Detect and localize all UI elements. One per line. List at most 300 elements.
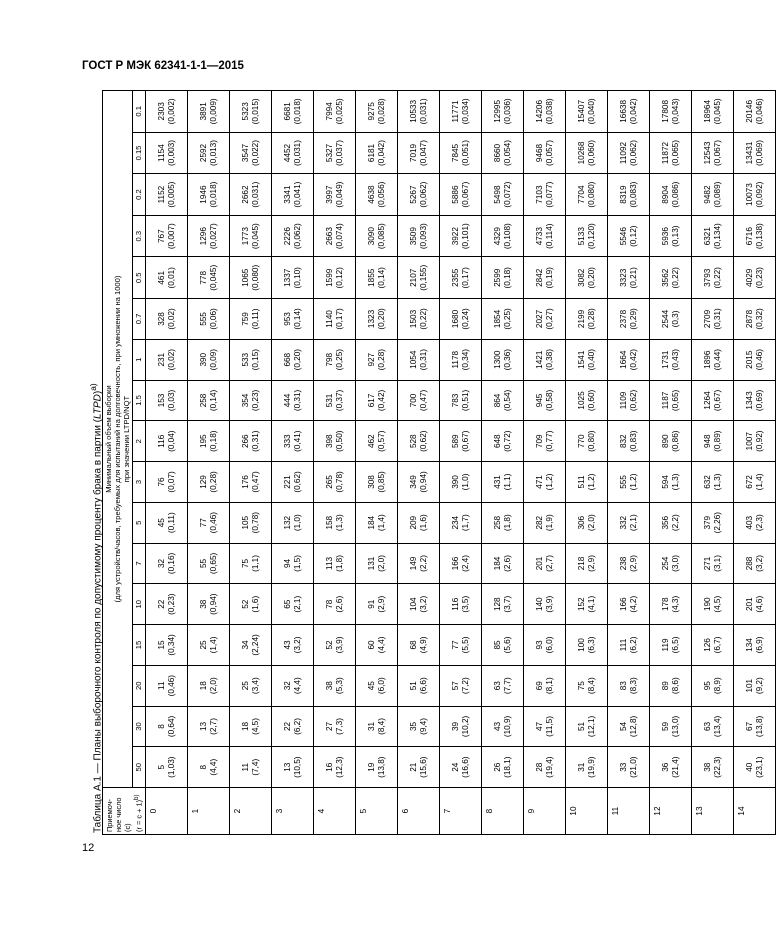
failure-rate-value: (0,086) — [670, 181, 680, 208]
sample-size-value: 10533 — [408, 99, 418, 123]
failure-rate-value: (4,3) — [670, 595, 680, 613]
sample-size-value: 93 — [534, 640, 544, 650]
failure-rate-value: (3,2) — [754, 555, 764, 572]
sample-size-cell — [482, 380, 524, 421]
failure-rate-value: (0,62) — [292, 471, 302, 493]
sample-size-value: 12995 — [492, 99, 502, 123]
caption-prefix: Таблица А.1 — Планы выборочного контроля по допустимому проценту брака в партии ( — [92, 418, 104, 833]
sample-size-cell — [146, 174, 188, 216]
sample-size-value: 462 — [366, 434, 376, 449]
sample-size-cell — [440, 421, 482, 462]
failure-rate-value: (19,4) — [544, 756, 554, 778]
sample-size-value: 531 — [324, 393, 334, 408]
sample-size-value: 1187 — [660, 391, 670, 410]
sample-size-value: 668 — [282, 352, 292, 367]
table-row — [356, 91, 398, 835]
failure-rate-value: (6,9) — [754, 636, 764, 654]
failure-rate-value: (0,045) — [208, 264, 218, 291]
sample-size-value: 51 — [408, 681, 418, 691]
sample-size-cell — [398, 215, 440, 257]
acceptance-number-cell: 2 — [230, 788, 272, 835]
sample-size-cell — [272, 665, 314, 706]
document-header: ГОСТ Р МЭК 62341-1-1—2015 — [82, 60, 244, 72]
table-row — [692, 91, 734, 835]
failure-rate-value: (1,9) — [544, 514, 554, 532]
failure-rate-value: (1,3) — [334, 514, 344, 532]
sample-size-cell — [482, 584, 524, 625]
sample-size-value: 238 — [618, 556, 628, 571]
sample-size-cell — [230, 584, 272, 625]
sample-size-value: 32 — [282, 681, 292, 691]
sample-size-cell — [482, 665, 524, 706]
sample-size-cell — [566, 215, 608, 257]
sample-size-value: 111 — [618, 638, 628, 652]
sample-size-cell — [230, 706, 272, 747]
sample-size-cell — [188, 665, 230, 706]
sample-size-cell — [314, 421, 356, 462]
sample-size-value: 1599 — [324, 268, 334, 287]
sample-size-value: 21 — [408, 762, 418, 772]
sample-size-cell — [440, 174, 482, 216]
failure-rate-value: (0,062) — [628, 140, 638, 166]
failure-rate-value: (0,056) — [376, 181, 386, 208]
sample-size-value: 2027 — [534, 309, 544, 329]
failure-rate-value: (0,57) — [376, 430, 386, 452]
sample-size-value: 190 — [702, 597, 712, 612]
sample-size-value: 555 — [198, 312, 208, 326]
min-sample-header: Минимальный объем выборки (для устройств/часов, требуемых для испытаний на долговечность, при умножении на 1000) при значении LTPD/NQT — [103, 91, 133, 788]
sample-size-value: 3323 — [618, 268, 628, 287]
sample-size-cell — [398, 462, 440, 503]
sample-size-cell — [650, 706, 692, 747]
sample-size-cell — [650, 174, 692, 216]
sample-size-cell — [188, 299, 230, 340]
sample-size-value: 2599 — [492, 268, 502, 287]
failure-rate-value: (13,8) — [754, 715, 764, 738]
sample-size-cell — [314, 706, 356, 747]
sample-size-cell — [566, 132, 608, 174]
sample-size-cell — [608, 299, 650, 340]
sample-size-cell — [440, 257, 482, 299]
sample-size-cell — [734, 543, 776, 584]
sample-size-value: 1680 — [450, 309, 460, 329]
sample-size-value: 1296 — [198, 227, 208, 246]
failure-rate-value: (0,06) — [208, 308, 218, 330]
sample-size-cell — [398, 625, 440, 666]
failure-rate-value: (0,040) — [586, 98, 596, 125]
sample-size-value: 184 — [492, 556, 502, 571]
failure-rate-value: (0,16) — [166, 552, 176, 575]
sample-size-cell — [608, 380, 650, 421]
failure-rate-value: (2,7) — [544, 555, 554, 572]
sample-size-value: 67 — [744, 721, 754, 732]
sample-size-value: 11092 — [618, 141, 628, 165]
failure-rate-value: (9,4) — [418, 718, 428, 735]
failure-rate-value: (0,18) — [502, 267, 512, 289]
acceptance-number-cell: 5 — [356, 788, 398, 835]
sample-size-cell — [692, 502, 734, 543]
sample-size-cell — [524, 462, 566, 503]
sample-size-cell — [440, 543, 482, 584]
sample-size-value: 308 — [366, 475, 376, 489]
sample-size-value: 2107 — [408, 268, 418, 287]
failure-rate-value: (0,46) — [208, 512, 218, 534]
sample-size-value: 57 — [450, 681, 460, 691]
sample-size-cell — [146, 665, 188, 706]
ltpd-value-header: 15 — [133, 625, 146, 666]
sample-size-value: 22 — [156, 599, 166, 609]
failure-rate-value: (3,5) — [460, 595, 470, 613]
failure-rate-value: (2,6) — [502, 555, 512, 572]
acceptance-number-cell: 10 — [566, 788, 608, 835]
failure-rate-value: (1,2) — [628, 473, 638, 491]
sample-size-value: 5498 — [492, 185, 502, 204]
sample-size-value: 27 — [324, 721, 334, 732]
sample-size-cell — [566, 625, 608, 666]
sample-size-value: 22 — [282, 721, 292, 732]
sample-size-value: 13 — [198, 721, 208, 732]
acceptance-number-cell: 14 — [734, 788, 776, 835]
sample-size-value: 3997 — [324, 185, 334, 204]
sample-size-value: 8904 — [660, 185, 670, 204]
sample-size-value: 594 — [660, 475, 670, 489]
ltpd-value-header: 0.3 — [133, 215, 146, 257]
sample-size-value: 15407 — [576, 99, 586, 123]
failure-rate-value: (0,14) — [376, 267, 386, 289]
sample-size-cell — [314, 584, 356, 625]
sample-size-value: 11771 — [450, 100, 460, 123]
failure-rate-value: (0,24) — [460, 308, 470, 330]
failure-rate-value: (0,65) — [670, 389, 680, 412]
sample-size-value: 4029 — [744, 268, 754, 287]
sample-size-value: 68 — [408, 640, 418, 650]
sample-size-value: 759 — [240, 312, 250, 326]
sample-size-cell — [188, 706, 230, 747]
sample-size-cell — [608, 502, 650, 543]
failure-rate-value: (2,26) — [712, 512, 722, 534]
failure-rate-value: (0,042) — [628, 98, 638, 125]
sample-size-value: 14206 — [534, 99, 544, 123]
sample-size-value: 354 — [240, 393, 250, 408]
sample-size-cell — [356, 132, 398, 174]
acceptance-number-cell: 11 — [608, 788, 650, 835]
sample-size-value: 31 — [576, 762, 586, 772]
sample-size-value: 1007 — [744, 432, 754, 451]
failure-rate-value: (1,1) — [250, 555, 260, 572]
failure-rate-value: (4,6) — [754, 595, 764, 613]
sample-size-cell — [692, 421, 734, 462]
sample-size-value: 1541 — [576, 350, 586, 369]
failure-rate-value: (13,0) — [670, 715, 680, 738]
failure-rate-value: (0,20) — [292, 349, 302, 371]
sample-size-value: 3922 — [450, 227, 460, 246]
sample-size-cell — [482, 462, 524, 503]
sample-size-value: 709 — [534, 434, 544, 449]
sample-size-value: 1731 — [660, 350, 670, 369]
failure-rate-value: (0,067) — [712, 140, 722, 166]
sample-size-cell — [566, 747, 608, 788]
sample-size-cell — [188, 543, 230, 584]
sample-size-cell — [524, 174, 566, 216]
table-row — [398, 91, 440, 835]
failure-rate-value: (1,4) — [754, 473, 764, 491]
sample-size-value: 91 — [366, 599, 376, 609]
failure-rate-value: (0,65) — [208, 552, 218, 575]
sample-size-value: 38 — [702, 762, 712, 772]
sample-size-value: 4452 — [282, 143, 292, 163]
sample-size-cell — [692, 543, 734, 584]
sample-size-value: 356 — [660, 515, 670, 530]
failure-rate-value: (2,24) — [250, 634, 260, 656]
failure-rate-value: (0,093) — [418, 223, 428, 250]
sample-size-cell — [188, 584, 230, 625]
failure-rate-value: (21,0) — [628, 756, 638, 778]
sample-size-cell — [272, 132, 314, 174]
sample-size-value: 945 — [534, 393, 544, 408]
failure-rate-value: (6,2) — [292, 718, 302, 735]
sample-size-cell — [398, 747, 440, 788]
ltpd-value-header: 0.7 — [133, 299, 146, 340]
sample-size-cell — [272, 421, 314, 462]
failure-rate-value: (11,5) — [544, 716, 554, 737]
failure-rate-value: (3,9) — [334, 636, 344, 654]
sample-size-cell — [692, 215, 734, 257]
sample-size-cell — [314, 665, 356, 706]
sample-size-value: 140 — [534, 597, 544, 612]
sample-size-cell — [272, 625, 314, 666]
sample-size-value: 2199 — [576, 309, 586, 329]
failure-rate-value: (0,21) — [628, 267, 638, 289]
failure-rate-value: (2,7) — [208, 718, 218, 735]
sample-size-value: 47 — [534, 721, 544, 732]
sample-size-cell — [398, 584, 440, 625]
failure-rate-value: (1,7) — [460, 514, 470, 532]
sample-size-value: 63 — [492, 681, 502, 691]
sample-size-cell — [608, 257, 650, 299]
sample-size-value: 390 — [198, 352, 208, 367]
sample-size-cell — [146, 257, 188, 299]
sample-size-value: 10073 — [744, 183, 754, 206]
sample-size-cell — [692, 584, 734, 625]
sample-size-cell — [272, 257, 314, 299]
failure-rate-value: (0,047) — [418, 140, 428, 166]
sample-size-value: 149 — [408, 556, 418, 571]
failure-rate-value: (2,3) — [754, 514, 764, 532]
failure-rate-value: (0,031) — [418, 98, 428, 125]
sample-size-value: 104 — [408, 597, 418, 612]
sample-size-cell — [398, 380, 440, 421]
sample-size-value: 258 — [198, 393, 208, 408]
sample-size-value: 5327 — [324, 143, 334, 163]
failure-rate-value: (0,20) — [586, 267, 596, 289]
sample-size-cell — [608, 421, 650, 462]
sample-size-value: 648 — [492, 434, 502, 449]
sample-size-cell — [146, 132, 188, 174]
sample-size-cell — [692, 665, 734, 706]
sample-size-value: 1664 — [618, 350, 628, 369]
sample-size-cell — [650, 132, 692, 174]
ltpd-value-header: 2 — [133, 421, 146, 462]
failure-rate-value: (0,074) — [334, 223, 344, 250]
sample-size-value: 52 — [324, 640, 334, 650]
sample-size-value: 59 — [660, 721, 670, 732]
failure-rate-value: (10,9) — [502, 715, 512, 738]
sample-size-cell — [146, 339, 188, 380]
table-row — [650, 91, 692, 835]
sample-size-value: 3509 — [408, 227, 418, 246]
sample-size-value: 75 — [240, 558, 250, 569]
failure-rate-value: (0,028) — [376, 98, 386, 125]
failure-rate-value: (0,80) — [586, 430, 596, 452]
failure-rate-value: (0,72) — [502, 430, 512, 452]
sample-size-cell — [482, 132, 524, 174]
sample-size-cell — [146, 584, 188, 625]
ltpd-value-header: 3 — [133, 462, 146, 503]
failure-rate-value: (0,027) — [208, 223, 218, 250]
failure-rate-value: (0,037) — [334, 140, 344, 166]
sample-size-value: 45 — [366, 681, 376, 691]
sample-size-value: 1154 — [156, 144, 166, 162]
sample-size-cell — [524, 421, 566, 462]
sample-size-value: 2709 — [702, 309, 712, 329]
failure-rate-value: (0,045) — [250, 223, 260, 250]
failure-rate-value: (0,34) — [460, 349, 470, 371]
sample-size-cell — [692, 339, 734, 380]
acceptance-number-cell: 9 — [524, 788, 566, 835]
failure-rate-value: (0,77) — [544, 430, 554, 452]
failure-rate-value: (0,02) — [166, 308, 176, 330]
failure-rate-value: (2,0) — [586, 514, 596, 532]
failure-rate-value: (0,007) — [166, 223, 176, 250]
failure-rate-value: (0,046) — [754, 98, 764, 125]
failure-rate-value: (3,9) — [544, 595, 554, 613]
failure-rate-value: (0,36) — [502, 349, 512, 371]
sample-size-value: 533 — [240, 352, 250, 367]
failure-rate-value: (0,54) — [502, 389, 512, 412]
sample-size-cell — [734, 380, 776, 421]
failure-rate-value: (0,83) — [628, 430, 638, 452]
sample-size-cell — [734, 421, 776, 462]
failure-rate-value: (21,4) — [670, 756, 680, 778]
failure-rate-value: (0,003) — [166, 140, 176, 166]
sample-size-cell — [188, 462, 230, 503]
failure-rate-value: (0,46) — [754, 349, 764, 371]
sample-size-value: 7994 — [324, 102, 334, 121]
sample-size-cell — [272, 462, 314, 503]
sample-size-cell — [482, 299, 524, 340]
failure-rate-value: (8,4) — [376, 718, 386, 735]
sample-size-value: 3341 — [282, 185, 292, 204]
sample-size-cell — [356, 502, 398, 543]
sample-size-value: 195 — [198, 434, 208, 449]
sample-size-value: 5886 — [450, 185, 460, 204]
table-row — [272, 91, 314, 835]
sample-size-cell — [398, 132, 440, 174]
sample-size-value: 288 — [744, 556, 754, 571]
sample-size-cell — [272, 747, 314, 788]
failure-rate-value: (0,22) — [418, 308, 428, 330]
sample-size-value: 17808 — [660, 99, 670, 123]
sample-size-cell — [524, 625, 566, 666]
failure-rate-value: (1,0) — [292, 514, 302, 532]
sample-size-value: 2662 — [240, 185, 250, 204]
sample-size-cell — [398, 706, 440, 747]
failure-rate-value: (1,8) — [502, 514, 512, 532]
sample-size-value: 5133 — [576, 227, 586, 246]
sample-size-cell — [314, 543, 356, 584]
sample-size-value: 1323 — [366, 309, 376, 329]
failure-rate-value: (9,2) — [754, 677, 764, 695]
failure-rate-value: (0,22) — [670, 267, 680, 289]
failure-rate-value: (0,25) — [502, 308, 512, 330]
failure-rate-value: (0,31) — [292, 389, 302, 412]
sample-size-value: 55 — [198, 558, 208, 569]
acceptance-number-cell: 12 — [650, 788, 692, 835]
sample-size-cell — [188, 91, 230, 133]
failure-rate-value: (0,31) — [250, 430, 260, 452]
failure-rate-value: (0,022) — [250, 140, 260, 166]
sample-size-cell — [356, 339, 398, 380]
failure-rate-value: (23,1) — [754, 756, 764, 778]
sample-size-value: 78 — [324, 599, 334, 609]
sample-size-cell — [608, 132, 650, 174]
sample-size-cell — [692, 380, 734, 421]
acceptance-number-cell: 3 — [272, 788, 314, 835]
failure-rate-value: (0,134) — [712, 223, 722, 250]
failure-rate-value: (1,03) — [166, 756, 176, 778]
failure-rate-value: (0,46) — [166, 675, 176, 697]
sample-size-value: 129 — [198, 475, 208, 489]
failure-rate-value: (0,060) — [586, 140, 596, 166]
sample-size-value: 15 — [156, 640, 166, 650]
failure-rate-value: (0,15) — [250, 349, 260, 371]
sample-size-cell — [188, 174, 230, 216]
sample-size-value: 77 — [198, 518, 208, 528]
failure-rate-value: (0,40) — [586, 349, 596, 371]
sample-size-cell — [692, 132, 734, 174]
sample-size-cell — [650, 747, 692, 788]
failure-rate-value: (0,44) — [712, 349, 722, 371]
sample-size-value: 2544 — [660, 309, 670, 329]
sample-size-cell — [650, 215, 692, 257]
sample-size-value: 201 — [534, 556, 544, 571]
sample-size-cell — [398, 421, 440, 462]
sample-size-value: 6181 — [366, 143, 376, 163]
sample-size-value: 1421 — [534, 350, 544, 369]
sample-size-value: 221 — [282, 475, 292, 489]
sample-size-cell — [524, 706, 566, 747]
sample-size-cell — [440, 625, 482, 666]
sample-size-cell — [146, 215, 188, 257]
sample-size-value: 5 — [156, 764, 166, 770]
sample-size-value: 328 — [156, 312, 166, 326]
sample-size-cell — [272, 502, 314, 543]
failure-rate-value: (0,3) — [670, 310, 680, 328]
sample-size-cell — [314, 299, 356, 340]
failure-rate-value: (0,080) — [250, 264, 260, 291]
sample-size-value: 152 — [576, 597, 586, 612]
failure-rate-value: (0,049) — [334, 181, 344, 208]
failure-rate-value: (0,045) — [712, 98, 722, 125]
sample-size-value: 16638 — [618, 99, 628, 123]
failure-rate-value: (0,78) — [334, 471, 344, 493]
sample-size-value: 1152 — [156, 185, 166, 204]
sample-size-cell — [734, 462, 776, 503]
failure-rate-value: (0,34) — [166, 634, 176, 656]
table-row — [230, 91, 272, 835]
sample-size-value: 3547 — [240, 143, 250, 163]
sample-size-value: 1343 — [744, 391, 754, 410]
